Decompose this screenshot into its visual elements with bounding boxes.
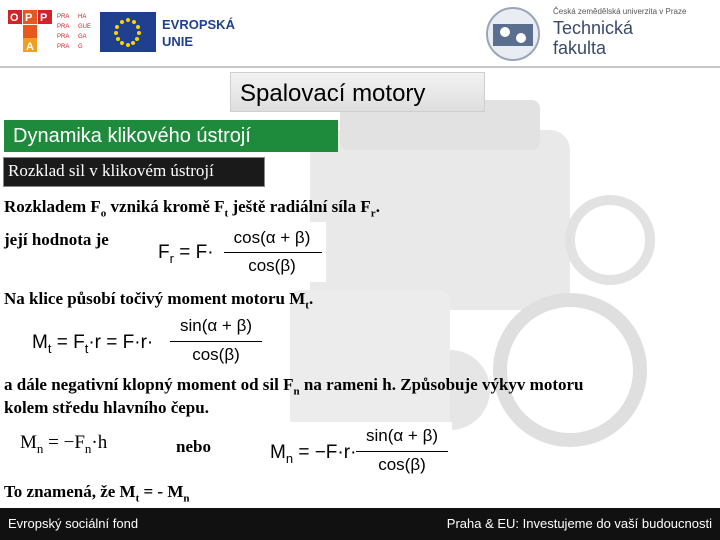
tf-name-2: fakulta [553,38,607,58]
text-line-3: Na klice působí točivý moment motoru $M_t$. [4,289,314,312]
opp-letter-p1: P [25,12,33,24]
text-line-2: její hodnota je [4,230,109,249]
praha-text-1: PRA [57,14,70,20]
formula-mn-simple: $M_n = -F_n\cdot h$ [20,432,108,456]
text-line-6: To znamená, že $M_t$ = - $M_n$ [4,482,190,505]
eu-label-2: UNIE [162,34,194,49]
footer-right-text: Praha & EU: Investujeme do vaší budoucnosti [446,516,712,531]
formula-mn-fraction: $M_n = -F\cdot r\cdot$ sin(α + β) cos(β) [266,422,452,480]
header-divider [0,66,720,68]
praha-text-3: PRA [57,24,70,30]
praha-text-5: PRA [57,34,70,40]
praha-text-2: HA [78,14,87,20]
section-title: Dynamika klikového ústrojí [13,125,251,147]
footer-left-text: Evropský sociální fond [8,516,139,531]
slide-title: Spalovací motory [240,80,426,107]
text-nebo: nebo [176,437,211,456]
opp-letter-p2: P [40,12,48,24]
subsection-title: Rozklad sil v klikovém ústrojí [8,161,214,180]
formula-mt: $M_t = F_t\cdot r = F\cdot r\cdot$ sin(α + β) cos(β) [30,314,266,370]
opp-letter-a: A [26,41,34,52]
text-line-4: a dále negativní klopný moment od sil $F_n$ na rameni h. Způsobuje výkyv motoru [4,375,584,398]
praha-text-7: PRA [57,44,70,50]
praha-text-6: GA [78,34,87,40]
eu-flag-logo [100,12,240,52]
praha-text-8: G [78,44,83,50]
technicka-fakulta-logo [475,2,715,64]
opp-letter-o: O [10,12,19,24]
text-line-5: kolem středu hlavního čepu. [4,398,209,417]
praha-text-4: GUE [78,24,92,30]
opp-praha-logo [8,10,98,52]
tf-emblem-icon [487,8,539,60]
tf-university-text: Česká zemědělská univerzita v Praze [553,7,687,16]
tf-name-1: Technická [553,18,634,38]
eu-label-1: EVROPSKÁ [162,17,235,32]
formula-fr: $F_r = F\cdot$ cos(α + β) cos(β) [152,222,326,282]
text-line-1: Rozkladem $F_o$ vzniká kromě $F_t$ ještě radiální síla $F_r$. [4,197,380,220]
